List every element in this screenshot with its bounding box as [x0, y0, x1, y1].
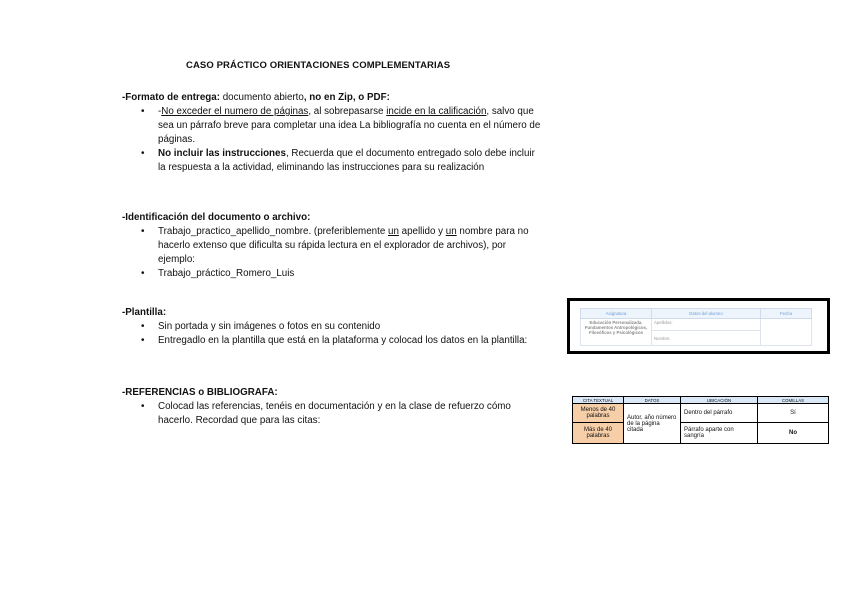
section-template: [122, 306, 542, 348]
template-table-cell: [761, 319, 812, 346]
template-table: [580, 308, 812, 346]
template-table-subject: Educación Personalizada. Fundamentos Antropológicos, Filosóficos y Psicológicos: [581, 319, 652, 346]
section-references: [122, 386, 542, 428]
list-item: • Colocad las referencias, tenéis en documentación y en la clase de refuerzo cómo hacerlo. Recordad que para las citas:: [158, 400, 542, 428]
template-table-header: Asignatura: [581, 309, 652, 319]
section-template-heading: -Plantilla:: [122, 307, 167, 318]
list-item: • Entregadlo en la plantilla que está en la plataforma y colocad los datos en la plantilla:: [158, 334, 542, 348]
citation-table-header: CITA TEXTUAL: [573, 397, 624, 404]
section-template-list: [122, 320, 542, 348]
citation-table-cell: Párrafo aparte con sangría: [681, 423, 758, 444]
template-table-header: Fecha: [761, 309, 812, 319]
citation-table-cell: Menos de 40 palabras: [573, 404, 624, 423]
section-format: [122, 91, 542, 175]
document-title: CASO PRÁCTICO ORIENTACIONES COMPLEMENTARIAS: [186, 60, 451, 71]
section-format-heading: -Formato de entrega: documento abierto, no en Zip, o PDF:: [122, 92, 390, 103]
citation-table-cell: Sí: [758, 404, 829, 423]
list-item: • -No exceder el numero de páginas, al sobrepasarse incide en la calificación, salvo que sea un párrafo breve para completar una idea La bibliografía no cuenta en el número de páginas.: [158, 105, 542, 147]
section-references-heading: -REFERENCIAS o BIBLIOGRAFA:: [122, 387, 278, 398]
citation-table-header: DATOS: [624, 397, 681, 404]
section-identification: [122, 211, 542, 281]
template-table-header: Datos del alumno: [652, 309, 761, 319]
template-table-image: [567, 298, 830, 354]
section-format-list: [122, 105, 542, 175]
section-references-list: [122, 400, 542, 428]
template-table-cell: Nombre:: [652, 331, 761, 346]
citation-table-cell: Dentro del párrafo: [681, 404, 758, 423]
list-item: • No incluir las instrucciones, Recuerda que el documento entregado solo debe incluir la respuesta a la actividad, eliminando las instrucciones para su realización: [158, 147, 542, 175]
template-table-cell: Apellidos:: [652, 319, 761, 331]
section-identification-list: [122, 225, 542, 281]
list-item: • Sin portada y sin imágenes o fotos en su contenido: [158, 320, 542, 334]
citation-table: [572, 396, 829, 444]
citation-table-header: COMILLAS: [758, 397, 829, 404]
citation-table-cell: Autor, año número de la página citada: [624, 404, 681, 444]
list-item: • Trabajo_practico_apellido_nombre. (preferiblemente un apellido y un nombre para no hacerlo extenso que dificulta su rápida lectura en el explorador de archivos), por ejemplo:: [158, 225, 542, 267]
list-item: • Trabajo_práctico_Romero_Luis: [158, 267, 542, 281]
section-identification-heading: -Identificación del documento o archivo:: [122, 212, 311, 223]
citation-table-header: UBICACIÓN: [681, 397, 758, 404]
citation-table-cell: Más de 40 palabras: [573, 423, 624, 444]
citation-table-cell: No: [758, 423, 829, 444]
